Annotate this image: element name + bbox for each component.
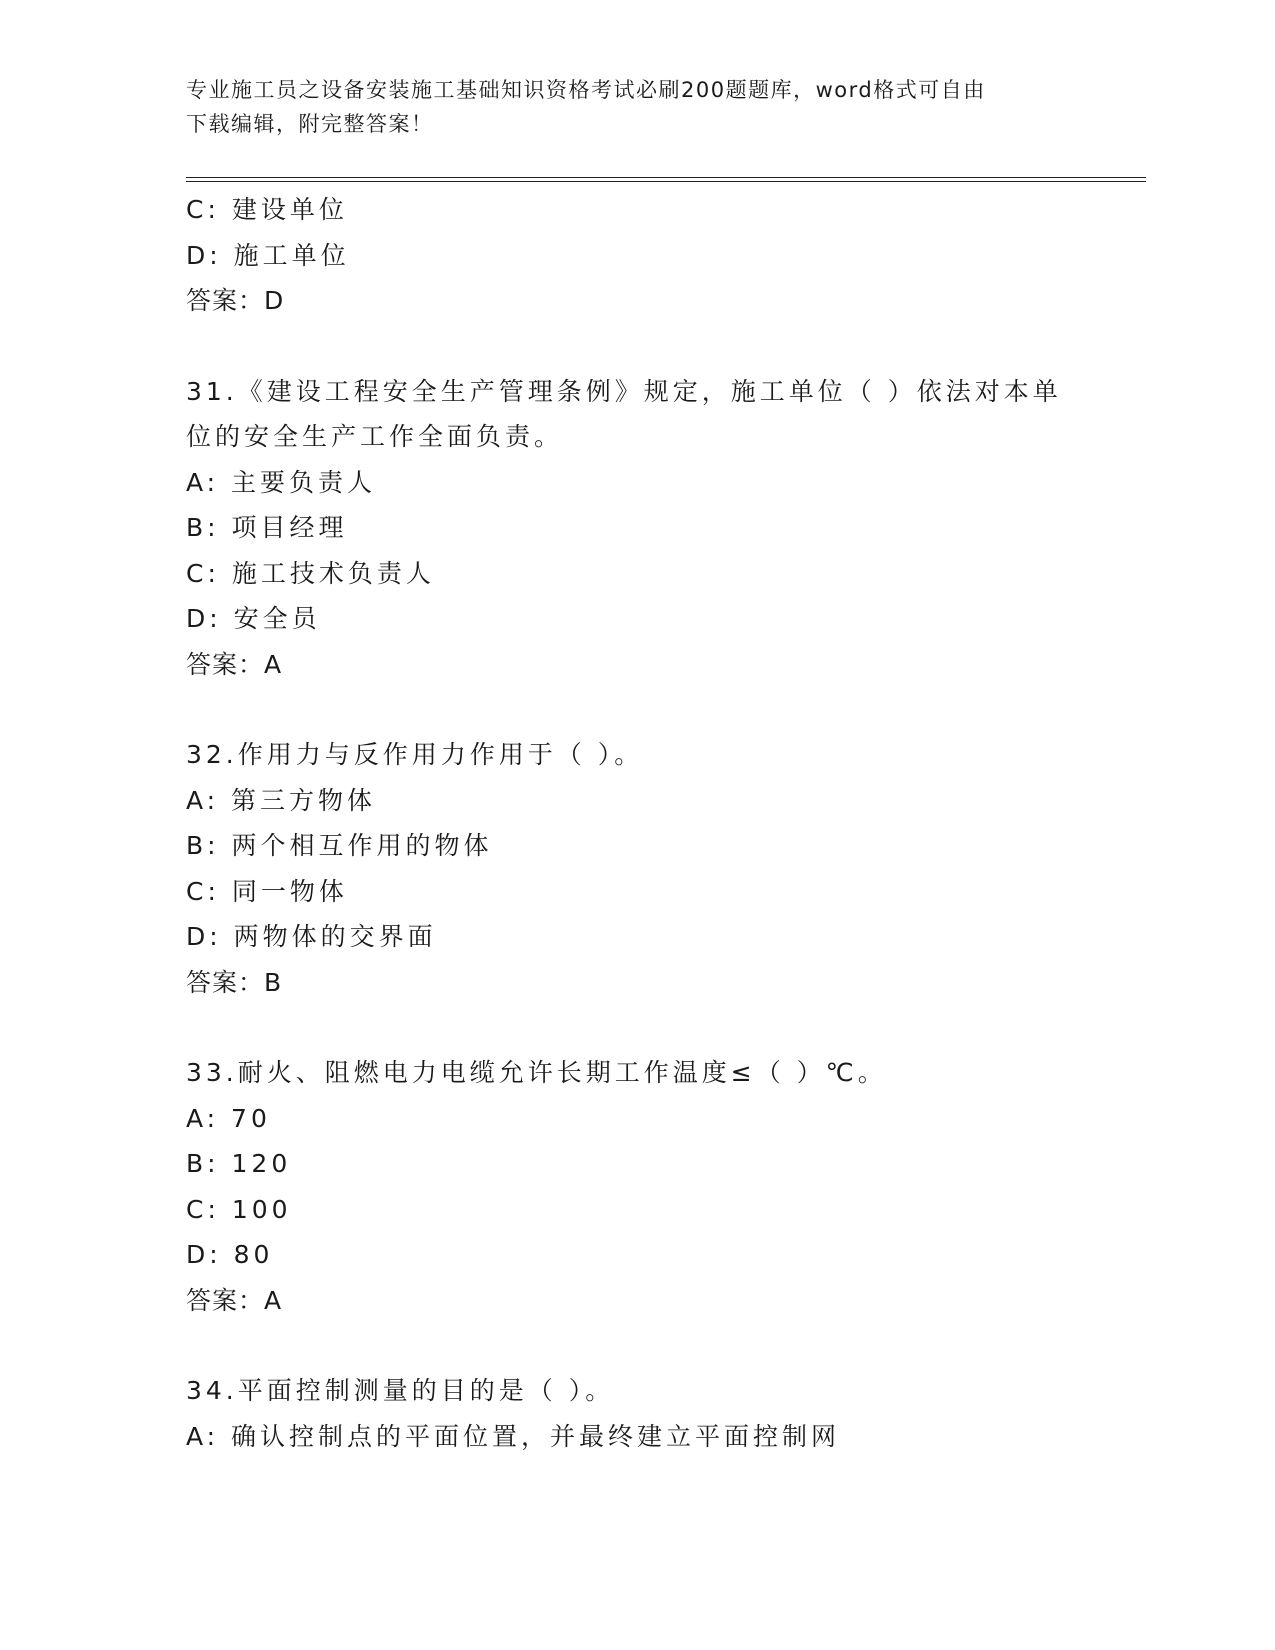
question-34: [186, 1368, 1086, 1459]
question-stem: 31.《建设工程安全生产管理条例》规定，施工单位（ ）依法对本单: [186, 376, 1062, 406]
option-a: A: 第三方物体: [186, 785, 377, 815]
question-list: [186, 187, 1086, 1459]
question-33: [186, 1050, 1086, 1323]
option-c: C: 建设单位: [186, 195, 348, 224]
option-a: A: 主要负责人: [186, 467, 377, 497]
question-31: [186, 369, 1086, 688]
option-d: D: 两物体的交界面: [186, 922, 437, 951]
question-stem: 32.作用力与反作用力作用于（ ）。: [186, 740, 644, 769]
option-b: B: 项目经理: [186, 513, 348, 542]
option-d: D: 施工单位: [186, 240, 350, 270]
answer-line: 答案：A: [186, 649, 283, 679]
question-stem: 33.耐火、阻燃电力电缆允许长期工作温度≤（ ）℃。: [186, 1058, 887, 1087]
question-stem-cont: 位的安全生产工作全面负责。: [186, 422, 564, 451]
option-c: C: 100: [186, 1194, 292, 1224]
answer-line: 答案：B: [186, 967, 283, 997]
option-b: B: 两个相互作用的物体: [186, 831, 493, 860]
option-d: D: 80: [186, 1240, 274, 1269]
option-a: A: 70: [186, 1103, 271, 1133]
document-header: [186, 73, 1086, 141]
option-c: C: 同一物体: [186, 876, 348, 906]
option-b: B: 120: [186, 1149, 292, 1178]
header-line-1: 专业施工员之设备安装施工基础知识资格考试必刷200题题库，word格式可自由: [186, 78, 986, 102]
header-line-2: 下载编辑，附完整答案！: [186, 112, 434, 136]
question-stem: 34.平面控制测量的目的是（ ）。: [186, 1376, 615, 1405]
option-d: D: 安全员: [186, 604, 321, 633]
option-c: C: 施工技术负责人: [186, 558, 435, 588]
option-a: A: 确认控制点的平面位置，并最终建立平面控制网: [186, 1421, 841, 1451]
question-32: [186, 732, 1086, 1005]
answer-line: 答案：A: [186, 1285, 283, 1315]
answer-line: 答案：D: [186, 286, 285, 315]
header-divider: [186, 177, 1146, 182]
